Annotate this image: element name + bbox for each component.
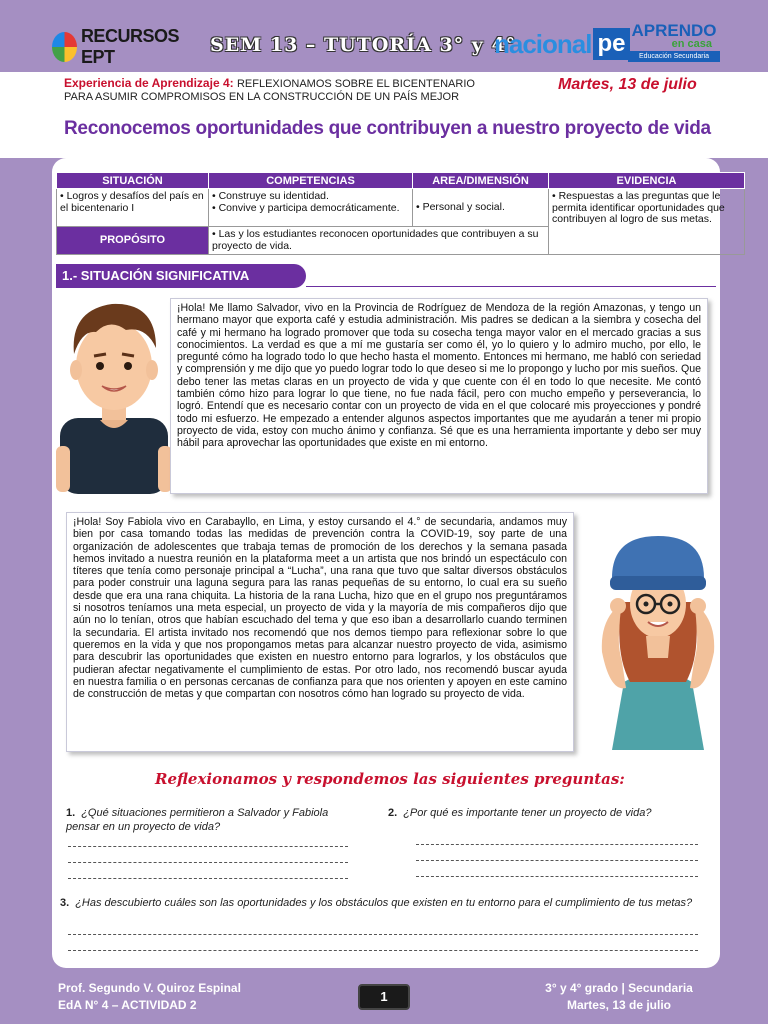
answer-line[interactable] bbox=[68, 878, 348, 879]
footer-grade: 3° y 4° grado | Secundaria bbox=[545, 981, 693, 995]
section-title: 1.- SITUACIÓN SIGNIFICATIVA bbox=[62, 268, 250, 283]
cell-situacion: • Logros y desafíos del país en el bicentenario I bbox=[57, 189, 209, 227]
salvador-story-text: ¡Hola! Me llamo Salvador, vivo en la Provincia de Rodríguez de Mendoza de la región Amazonas, y tengo un hermano mayor que exporta café y estudia administración. Mis padres se dedican a la siembra y cosecha del café y mi hermano ha logrado promover que toda su cosecha tenga mayor valor en el mercado gracias a sus conocimientos. La verdad es que a mí me gustaría ser como él, yo lo quiero y lo admiro mucho, por ello, le pregunté cómo ha logrado todo lo que hecho hasta el momento. Entonces mi hermano, me habló con seriedad y comprensión y me dijo que yo puedo lograr todo lo que deseo si me lo propongo y lucho por mis sueños. Que debo tener las metas claras en un proyecto de vida y que cuente con él en todo lo que necesite. Me contó también cómo hizo para lograr lo que tiene, no fue nada fácil, pero con mucho empeño y perseverancia, lo logró. Entendí que es necesario contar con un proyecto de vida en el que colocaré mis proyecciones y pondré todo mi esfuerzo. He empezado a entender algunos aspectos importantes que me ayudarán a tener mi propio proyecto de vida, estoy con mucho ánimo y confianza. Sé que es una herramienta importante y debo ser muy hábil para aprovechar las oportunidades que existe en mi entorno. bbox=[177, 302, 701, 450]
question-2-number: 2. bbox=[388, 807, 398, 819]
experience-line-1 bbox=[64, 76, 475, 90]
answer-line[interactable] bbox=[68, 862, 348, 863]
footer-right bbox=[520, 980, 718, 1014]
logo-ept-text: EPT bbox=[80, 47, 115, 67]
answer-line[interactable] bbox=[416, 844, 698, 845]
session-title: SEM 13 – TUTORÍA 3° y 4° bbox=[210, 34, 517, 56]
question-3-text: ¿Has descubierto cuáles son las oportunidades y los obstáculos que existen en tu entorno para el cumplimiento de tus metas? bbox=[75, 897, 693, 909]
cell-proposito: • Las y los estudiantes reconocen oportunidades que contribuyen a su proyecto de vida. bbox=[209, 227, 549, 255]
question-1 bbox=[66, 806, 352, 834]
cell-evidencia: • Respuestas a las preguntas que le permita identificar oportunidades que contribuyen al logro de sus metas. bbox=[549, 189, 745, 255]
question-1-number: 1. bbox=[66, 807, 76, 819]
answer-line[interactable] bbox=[68, 934, 698, 935]
question-3 bbox=[60, 896, 716, 910]
answer-line[interactable] bbox=[68, 846, 348, 847]
header-situacion: SITUACIÓN bbox=[57, 173, 209, 189]
logo-edu-text: Educación Secundaria bbox=[628, 51, 720, 62]
nacional-pe-logo bbox=[494, 28, 630, 60]
page-title: Reconocemos oportunidades que contribuyen a nuestro proyecto de vida bbox=[64, 118, 711, 139]
cell-area: • Personal y social. bbox=[413, 189, 549, 227]
question-2-text: ¿Por qué es importante tener un proyecto de vida? bbox=[403, 807, 652, 819]
recursos-ept-logo bbox=[52, 26, 194, 67]
header-area: AREA/DIMENSIÓN bbox=[413, 173, 549, 189]
question-2 bbox=[388, 806, 718, 820]
competency-table bbox=[56, 172, 744, 255]
logo-recursos-text: RECURSOS bbox=[80, 26, 179, 46]
girl-illustration bbox=[596, 532, 720, 750]
header-evidencia: EVIDENCIA bbox=[549, 173, 745, 189]
subheader bbox=[0, 72, 768, 158]
fabiola-story-text: ¡Hola! Soy Fabiola vivo en Carabayllo, en Lima, y estoy cursando el 4.° de secundaria, andamos muy bien por casa tomando todas las medidas de prevención contra la COVID-19, soy parte de una organización de adolescentes que trabaja temas de promoción de los derechos y la semana pasada hemos invitado a nuestra reunión en la plataforma meet a un artista que nos brindó un espectáculo con títeres que tenía como personaje principal a “Lucha”, una rana que tuvo que saltar diversos obstáculos para poder construir una laguna segura para las ranas pequeñas de su entorno, lo cual era su sueño desde que era una rana chiquita. La historia de la rana Lucha, hizo que en el grupo nos preguntáramos si nosotros teníamos una meta especial, un proyecto de vida y la mayoría de mis compañeros dijo que aún no lo tenían, otros que habían escuchado del tema y que eso iban a desarrollarlo cuando terminen la secundaria. El artista invitado nos recomendó que nos demos tiempo para reflexionar sobre lo que queremos en la vida y que nos propongamos metas para alcanzar nuestro proyecto de vida, asimismo para descubrir las oportunidades que existen en nuestro entorno para lograrlos, y los obstáculos que pudieran afectar negativamente el cumplimiento de estas. Por otro lado, nos recomendó buscar ayuda en nuestra familia o en personas cercanas de confianza para que nos orienten y apoyen en este camino de construcción de metas y que compartan con nosotros cómo han logrado su proyecto de vida. bbox=[73, 516, 567, 701]
logo-pe-text: pe bbox=[593, 28, 629, 60]
aprendo-en-casa-logo bbox=[628, 22, 720, 62]
answer-line[interactable] bbox=[416, 876, 698, 877]
cell-competencias: • Construye su identidad. • Convive y participa democráticamente. bbox=[209, 189, 413, 227]
experience-title: REFLEXIONAMOS SOBRE EL BICENTENARIO bbox=[236, 78, 475, 90]
footer-teacher: Prof. Segundo V. Quiroz Espinal bbox=[58, 981, 241, 995]
logo-aprendo-text: APRENDO bbox=[631, 21, 717, 40]
page-number: 1 bbox=[358, 984, 410, 1010]
section-tab bbox=[56, 264, 306, 288]
logo-en-casa-text: en casa bbox=[671, 38, 712, 50]
cell-proposito-label: PROPÓSITO bbox=[57, 227, 209, 255]
answer-line[interactable] bbox=[68, 950, 698, 951]
salvador-story-box bbox=[170, 298, 708, 494]
question-1-text: ¿Qué situaciones permitieron a Salvador y Fabiola pensar en un proyecto de vida? bbox=[66, 807, 329, 833]
questions-heading: Reflexionamos y respondemos las siguientes preguntas: bbox=[155, 770, 625, 788]
question-3-number: 3. bbox=[60, 897, 70, 909]
header-date: Martes, 13 de julio bbox=[558, 76, 697, 93]
logo-nacional-text: nacional bbox=[494, 28, 592, 59]
fabiola-story-box bbox=[66, 512, 574, 752]
section-divider bbox=[306, 286, 716, 287]
experience-label: Experiencia de Aprendizaje 4: bbox=[64, 76, 234, 90]
boy-illustration bbox=[56, 296, 172, 494]
header-competencias: COMPETENCIAS bbox=[209, 173, 413, 189]
footer-activity: EdA N° 4 – ACTIVIDAD 2 bbox=[58, 998, 197, 1012]
footer-left bbox=[58, 980, 241, 1014]
answer-line[interactable] bbox=[416, 860, 698, 861]
recursos-logo-icon bbox=[52, 32, 77, 62]
experience-line-2: PARA ASUMIR COMPROMISOS EN LA CONSTRUCCIÓN DE UN PAÍS MEJOR bbox=[64, 91, 460, 103]
page-header bbox=[0, 0, 768, 72]
footer-date: Martes, 13 de julio bbox=[566, 998, 672, 1012]
